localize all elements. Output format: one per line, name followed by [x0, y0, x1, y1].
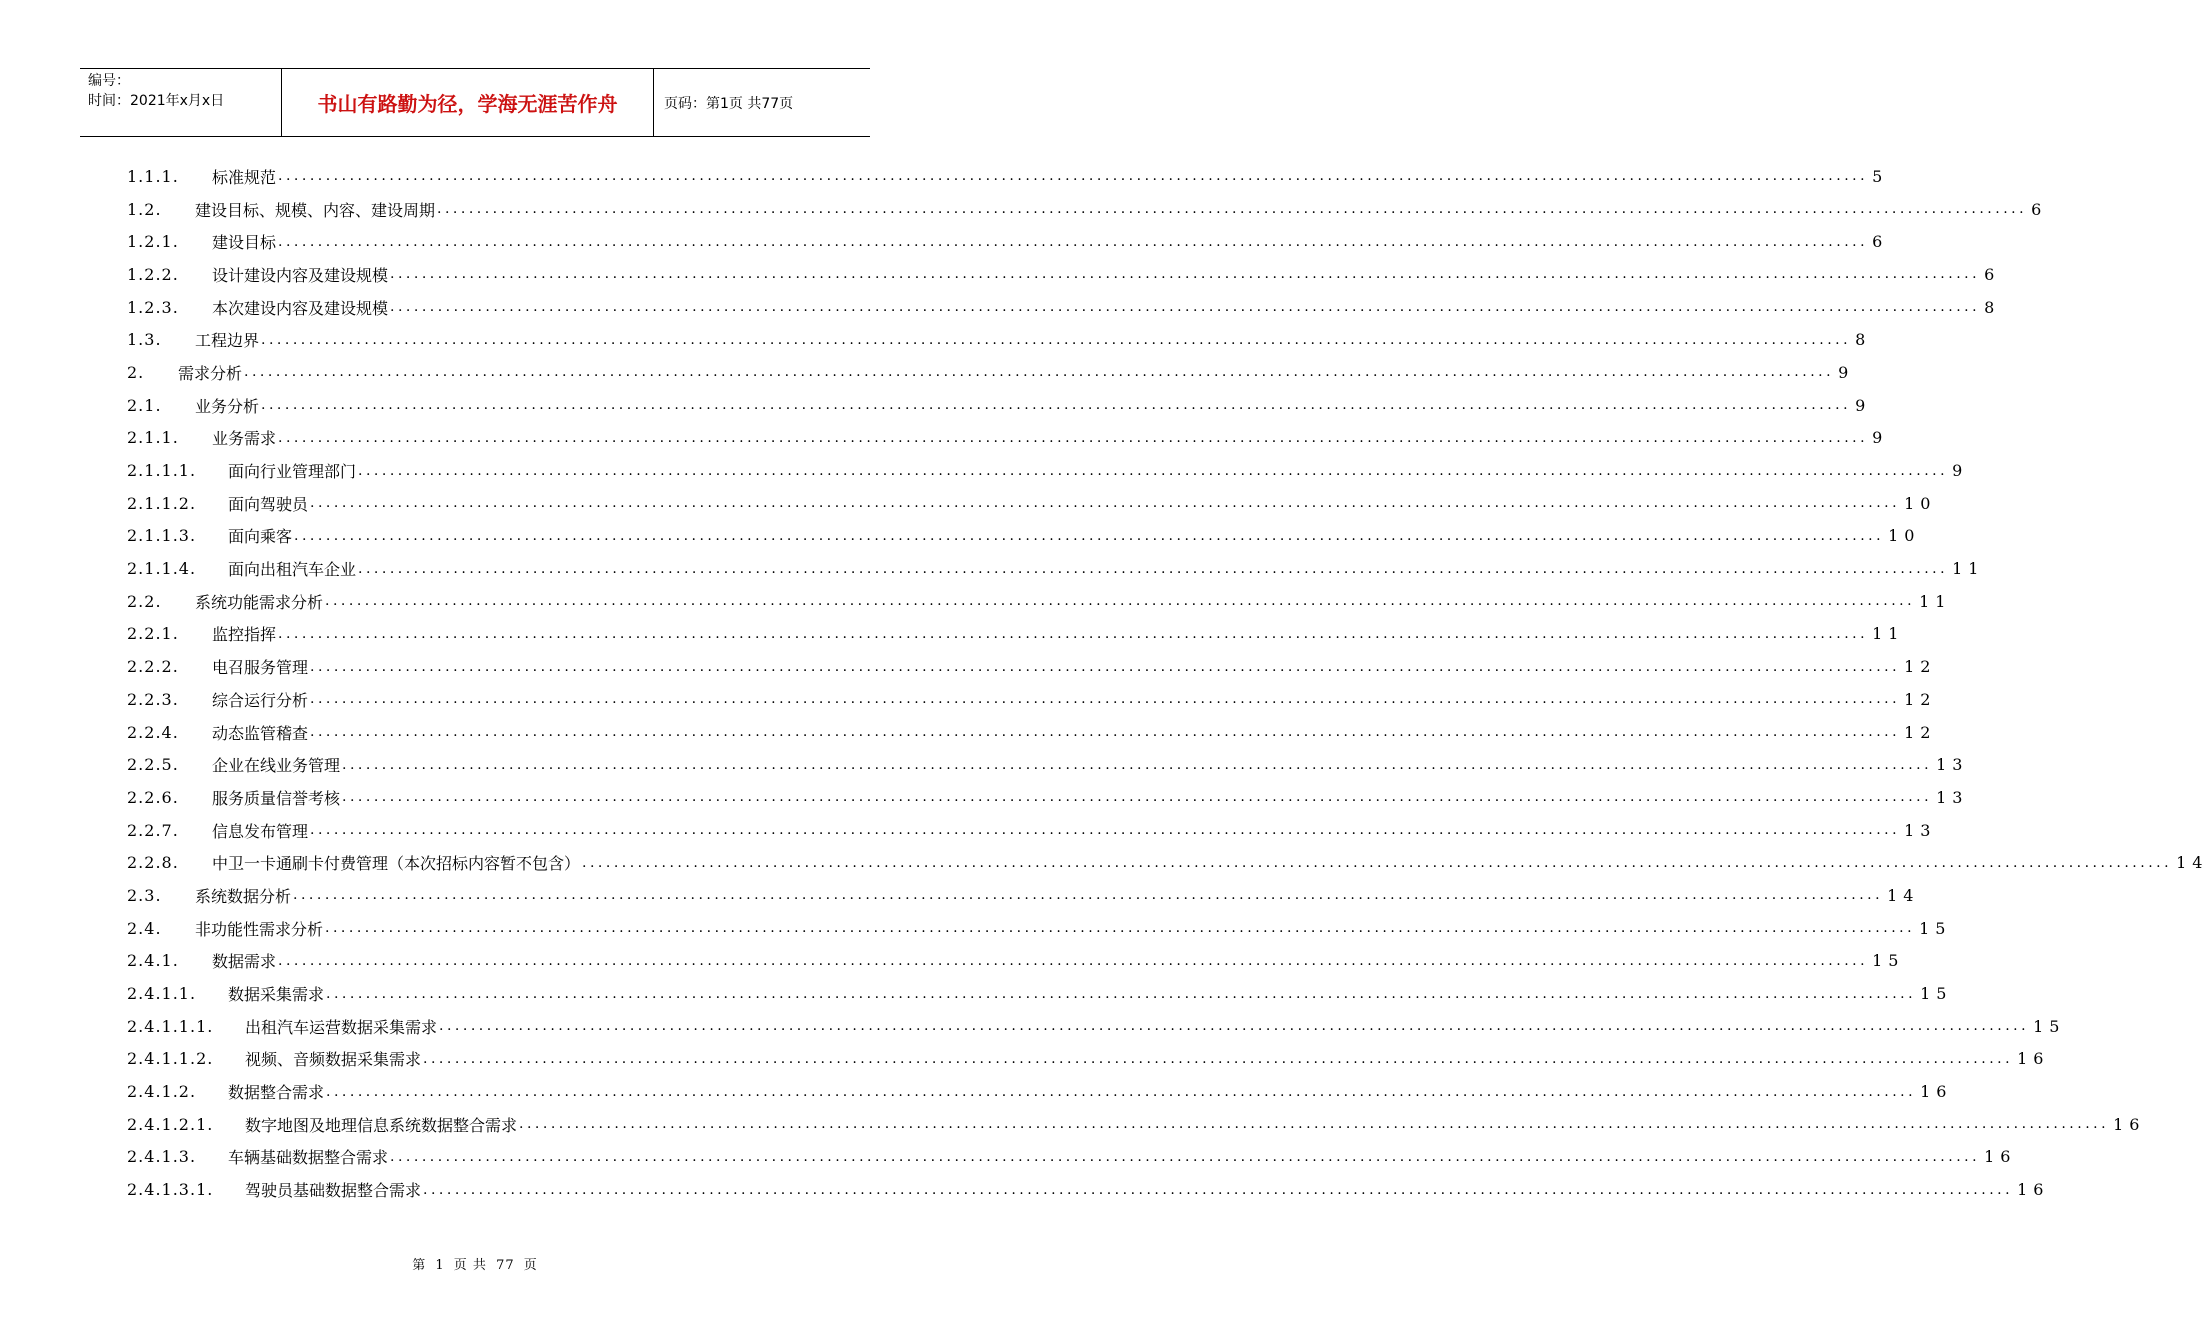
footer-suffix: 页 [523, 1258, 538, 1273]
toc-entry[interactable] [127, 650, 1937, 683]
toc-dot-leader: ........................................................................................................................................................................................................ [582, 854, 2173, 871]
toc-entry-title: 数据需求 [212, 952, 277, 972]
toc-dot-leader: ........................................................................................................................................................................................................ [390, 299, 1981, 316]
toc-entry-number: 2.4.1. [127, 951, 179, 971]
toc-entry-title: 非功能性需求分析 [195, 919, 324, 939]
toc-entry-title: 本次建设内容及建设规模 [212, 298, 389, 318]
toc-dot-leader: ........................................................................................................................................................................................................ [310, 822, 1901, 839]
toc-entry-page: 8 [1984, 297, 2001, 317]
toc-entry[interactable] [127, 1173, 2050, 1206]
toc-dot-leader: ........................................................................................................................................................................................................ [325, 920, 1916, 937]
toc-entry[interactable] [127, 454, 1969, 487]
toc-entry[interactable] [127, 716, 1937, 749]
toc-entry-page: 15 [2033, 1016, 2066, 1036]
toc-entry-number: 2.2.6. [127, 787, 179, 807]
toc-entry-page: 14 [2176, 853, 2208, 873]
toc-entry-page: 10 [1904, 493, 1937, 513]
toc-entry[interactable] [127, 912, 1952, 945]
toc-entry-number: 2.2.3. [127, 689, 179, 709]
toc-entry[interactable] [127, 618, 1905, 651]
toc-entry-page: 13 [1904, 820, 1937, 840]
toc-entry-number: 2.1.1.4. [127, 559, 197, 579]
toc-dot-leader: ........................................................................................................................................................................................................ [244, 364, 1835, 381]
toc-entry-page: 10 [1888, 526, 1921, 546]
header-meta [80, 69, 282, 136]
toc-entry[interactable] [127, 193, 2048, 226]
toc-entry-number: 2.2.2. [127, 657, 179, 677]
toc-entry-title: 企业在线业务管理 [212, 756, 341, 776]
toc-entry-number: 2.4.1.1.2. [127, 1049, 214, 1069]
toc-entry[interactable] [127, 1108, 2146, 1141]
toc-entry-page: 11 [1952, 559, 1985, 579]
toc-entry-page: 9 [1838, 362, 1855, 382]
toc-dot-leader: ........................................................................................................................................................................................................ [310, 495, 1901, 512]
toc-entry-page: 12 [1904, 689, 1937, 709]
toc-dot-leader: ........................................................................................................................................................................................................ [437, 201, 2028, 218]
toc-dot-leader: ........................................................................................................................................................................................................ [294, 527, 1885, 544]
header-page-info: 页码：第1页 共77页 [664, 95, 794, 112]
toc-entry[interactable] [127, 258, 2001, 291]
toc-entry-title: 数据采集需求 [228, 985, 325, 1005]
toc-entry-number: 2.4.1.3. [127, 1147, 197, 1167]
toc-entry-title: 监控指挥 [212, 625, 277, 645]
toc-entry-title: 面向乘客 [228, 527, 293, 547]
toc-entry-title: 中卫一卡通刷卡付费管理（本次招标内容暂不包含） [212, 854, 581, 874]
toc-entry[interactable] [127, 323, 1872, 356]
toc-entry-number: 2.4.1.2. [127, 1082, 197, 1102]
toc-entry-number: 1.1.1. [127, 166, 179, 186]
toc-dot-leader: ........................................................................................................................................................................................................ [390, 266, 1981, 283]
toc-entry-title: 动态监管稽查 [212, 723, 309, 743]
toc-entry-number: 2.2.7. [127, 820, 179, 840]
toc-entry-page: 6 [1984, 264, 2001, 284]
toc-entry-page: 11 [1919, 591, 1952, 611]
toc-dot-leader: ........................................................................................................................................................................................................ [519, 1116, 2110, 1133]
toc-entry-number: 2.1. [127, 395, 162, 415]
toc-entry-number: 2.2. [127, 591, 162, 611]
toc-entry-title: 服务质量信誉考核 [212, 788, 341, 808]
toc-entry[interactable] [127, 1043, 2050, 1076]
toc-entry[interactable] [127, 520, 1921, 553]
toc-entry-title: 面向驾驶员 [228, 494, 309, 514]
toc-entry[interactable] [127, 1010, 2066, 1043]
toc-entry-number: 2.4.1.3.1. [127, 1180, 214, 1200]
toc-entry-page: 5 [1872, 166, 1889, 186]
toc-entry-number: 1.2.3. [127, 297, 179, 317]
toc-dot-leader: ........................................................................................................................................................................................................ [261, 397, 1852, 414]
toc-dot-leader: ........................................................................................................................................................................................................ [310, 691, 1901, 708]
toc-entry-number: 2.4.1.1.1. [127, 1016, 214, 1036]
footer-middle: 页 共 [453, 1258, 487, 1273]
toc-dot-leader: ........................................................................................................................................................................................................ [342, 756, 1933, 773]
toc-entry-number: 2.2.8. [127, 853, 179, 873]
toc-entry-number: 2.2.1. [127, 624, 179, 644]
toc-entry-page: 9 [1855, 395, 1872, 415]
time-label: 时间：2021年x月x日 [88, 93, 225, 109]
toc-dot-leader: ........................................................................................................................................................................................................ [326, 1083, 1917, 1100]
toc-entry-title: 出租汽车运营数据采集需求 [245, 1017, 438, 1037]
toc-entry-number: 2. [127, 362, 145, 382]
toc-entry-page: 15 [1919, 918, 1952, 938]
toc-entry[interactable] [127, 945, 1905, 978]
toc-entry-title: 业务需求 [212, 429, 277, 449]
toc-dot-leader: ........................................................................................................................................................................................................ [390, 1148, 1981, 1165]
toc-entry[interactable] [127, 585, 1952, 618]
toc-dot-leader: ........................................................................................................................................................................................................ [278, 625, 1869, 642]
footer-prefix: 第 [412, 1258, 427, 1273]
toc-entry-page: 12 [1904, 722, 1937, 742]
toc-entry-number: 2.1.1.1. [127, 461, 197, 481]
toc-entry-title: 建设目标 [212, 233, 277, 253]
toc-entry-page: 13 [1936, 755, 1969, 775]
toc-entry[interactable] [127, 683, 1937, 716]
toc-entry-title: 车辆基础数据整合需求 [228, 1148, 389, 1168]
toc-entry[interactable] [127, 487, 1937, 520]
toc-entry[interactable] [127, 552, 1985, 585]
toc-dot-leader: ........................................................................................................................................................................................................ [326, 985, 1917, 1002]
toc-entry-page: 12 [1904, 657, 1937, 677]
toc-entry[interactable] [127, 846, 2208, 879]
toc-entry-page: 15 [1872, 951, 1905, 971]
toc-entry-number: 2.3. [127, 885, 162, 905]
toc-entry-number: 2.4.1.2.1. [127, 1114, 214, 1134]
toc-entry-page: 8 [1855, 330, 1872, 350]
header-motto: 书山有路勤为径，学海无涯苦作舟 [282, 69, 654, 136]
toc-entry-number: 1.2.1. [127, 232, 179, 252]
toc-entry-title: 数据整合需求 [228, 1083, 325, 1103]
toc-entry-page: 6 [2031, 199, 2048, 219]
toc-entry-number: 2.2.4. [127, 722, 179, 742]
toc-entry-page: 6 [1872, 232, 1889, 252]
toc-entry[interactable] [127, 814, 1937, 847]
toc-entry-title: 系统功能需求分析 [195, 592, 324, 612]
toc-entry-title: 系统数据分析 [195, 886, 292, 906]
toc-dot-leader: ........................................................................................................................................................................................................ [278, 952, 1869, 969]
toc-entry-title: 驾驶员基础数据整合需求 [245, 1181, 422, 1201]
toc-entry-number: 2.4.1.1. [127, 984, 197, 1004]
toc-entry[interactable] [127, 1141, 2017, 1174]
toc-dot-leader: ........................................................................................................................................................................................................ [278, 233, 1869, 250]
toc-entry[interactable] [127, 356, 1855, 389]
serial-label: 编号： [88, 73, 130, 89]
toc-entry-title: 综合运行分析 [212, 690, 309, 710]
toc-entry-title: 工程边界 [195, 331, 260, 351]
toc-entry-number: 2.1.1. [127, 428, 179, 448]
toc-entry[interactable] [127, 225, 1889, 258]
toc-entry[interactable] [127, 422, 1889, 455]
toc-entry-page: 14 [1887, 885, 1920, 905]
toc-entry[interactable] [127, 291, 2001, 324]
toc-entry-title: 建设目标、规模、内容、建设周期 [195, 200, 436, 220]
toc-entry-number: 1.3. [127, 330, 162, 350]
toc-dot-leader: ........................................................................................................................................................................................................ [310, 724, 1901, 741]
toc-entry[interactable] [127, 977, 1953, 1010]
toc-entry-page: 9 [1952, 461, 1969, 481]
toc-entry-number: 1.2.2. [127, 264, 179, 284]
toc-entry-page: 9 [1872, 428, 1889, 448]
toc-entry-number: 2.4. [127, 918, 162, 938]
toc-entry-title: 设计建设内容及建设规模 [212, 265, 389, 285]
toc-entry-number: 2.2.5. [127, 755, 179, 775]
toc-entry[interactable] [127, 781, 1969, 814]
toc-dot-leader: ........................................................................................................................................................................................................ [278, 168, 1869, 185]
toc-entry[interactable] [127, 748, 1969, 781]
toc-dot-leader: ........................................................................................................................................................................................................ [325, 593, 1916, 610]
toc-dot-leader: ........................................................................................................................................................................................................ [439, 1018, 2030, 1035]
toc-dot-leader: ........................................................................................................................................................................................................ [310, 658, 1901, 675]
toc-entry[interactable] [127, 879, 1920, 912]
toc-entry-number: 1.2. [127, 199, 162, 219]
toc-entry[interactable] [127, 389, 1872, 422]
toc-entry-title: 需求分析 [178, 363, 243, 383]
toc-entry-title: 数字地图及地理信息系统数据整合需求 [245, 1115, 518, 1135]
toc-entry-number: 2.1.1.2. [127, 493, 197, 513]
toc-entry-title: 面向出租汽车企业 [228, 560, 357, 580]
table-of-contents [127, 160, 2208, 1206]
toc-entry-title: 标准规范 [212, 167, 277, 187]
toc-entry-page: 16 [2113, 1114, 2146, 1134]
toc-dot-leader: ........................................................................................................................................................................................................ [278, 429, 1869, 446]
toc-dot-leader: ........................................................................................................................................................................................................ [358, 560, 1949, 577]
page-footer [0, 1254, 950, 1273]
toc-entry-page: 16 [1920, 1082, 1953, 1102]
footer-total-pages: 77 [496, 1258, 515, 1273]
toc-entry-page: 13 [1936, 787, 1969, 807]
footer-page-number: 1 [435, 1258, 445, 1273]
toc-entry-number: 2.1.1.3. [127, 526, 197, 546]
toc-entry-title: 业务分析 [195, 396, 260, 416]
toc-dot-leader: ........................................................................................................................................................................................................ [423, 1050, 2014, 1067]
toc-entry-title: 信息发布管理 [212, 821, 309, 841]
toc-entry[interactable] [127, 1075, 1953, 1108]
toc-dot-leader: ........................................................................................................................................................................................................ [261, 331, 1852, 348]
toc-entry-page: 16 [2017, 1180, 2050, 1200]
toc-dot-leader: ........................................................................................................................................................................................................ [293, 887, 1884, 904]
toc-entry[interactable] [127, 160, 1889, 193]
toc-entry-page: 15 [1920, 984, 1953, 1004]
page-header [80, 68, 870, 137]
toc-entry-page: 16 [1984, 1147, 2017, 1167]
toc-entry-title: 面向行业管理部门 [228, 462, 357, 482]
toc-dot-leader: ........................................................................................................................................................................................................ [342, 789, 1933, 806]
toc-entry-page: 16 [2017, 1049, 2050, 1069]
toc-dot-leader: ........................................................................................................................................................................................................ [423, 1181, 2014, 1198]
toc-entry-title: 视频、音频数据采集需求 [245, 1050, 422, 1070]
toc-entry-title: 电召服务管理 [212, 658, 309, 678]
toc-entry-page: 11 [1872, 624, 1905, 644]
toc-dot-leader: ........................................................................................................................................................................................................ [358, 462, 1949, 479]
